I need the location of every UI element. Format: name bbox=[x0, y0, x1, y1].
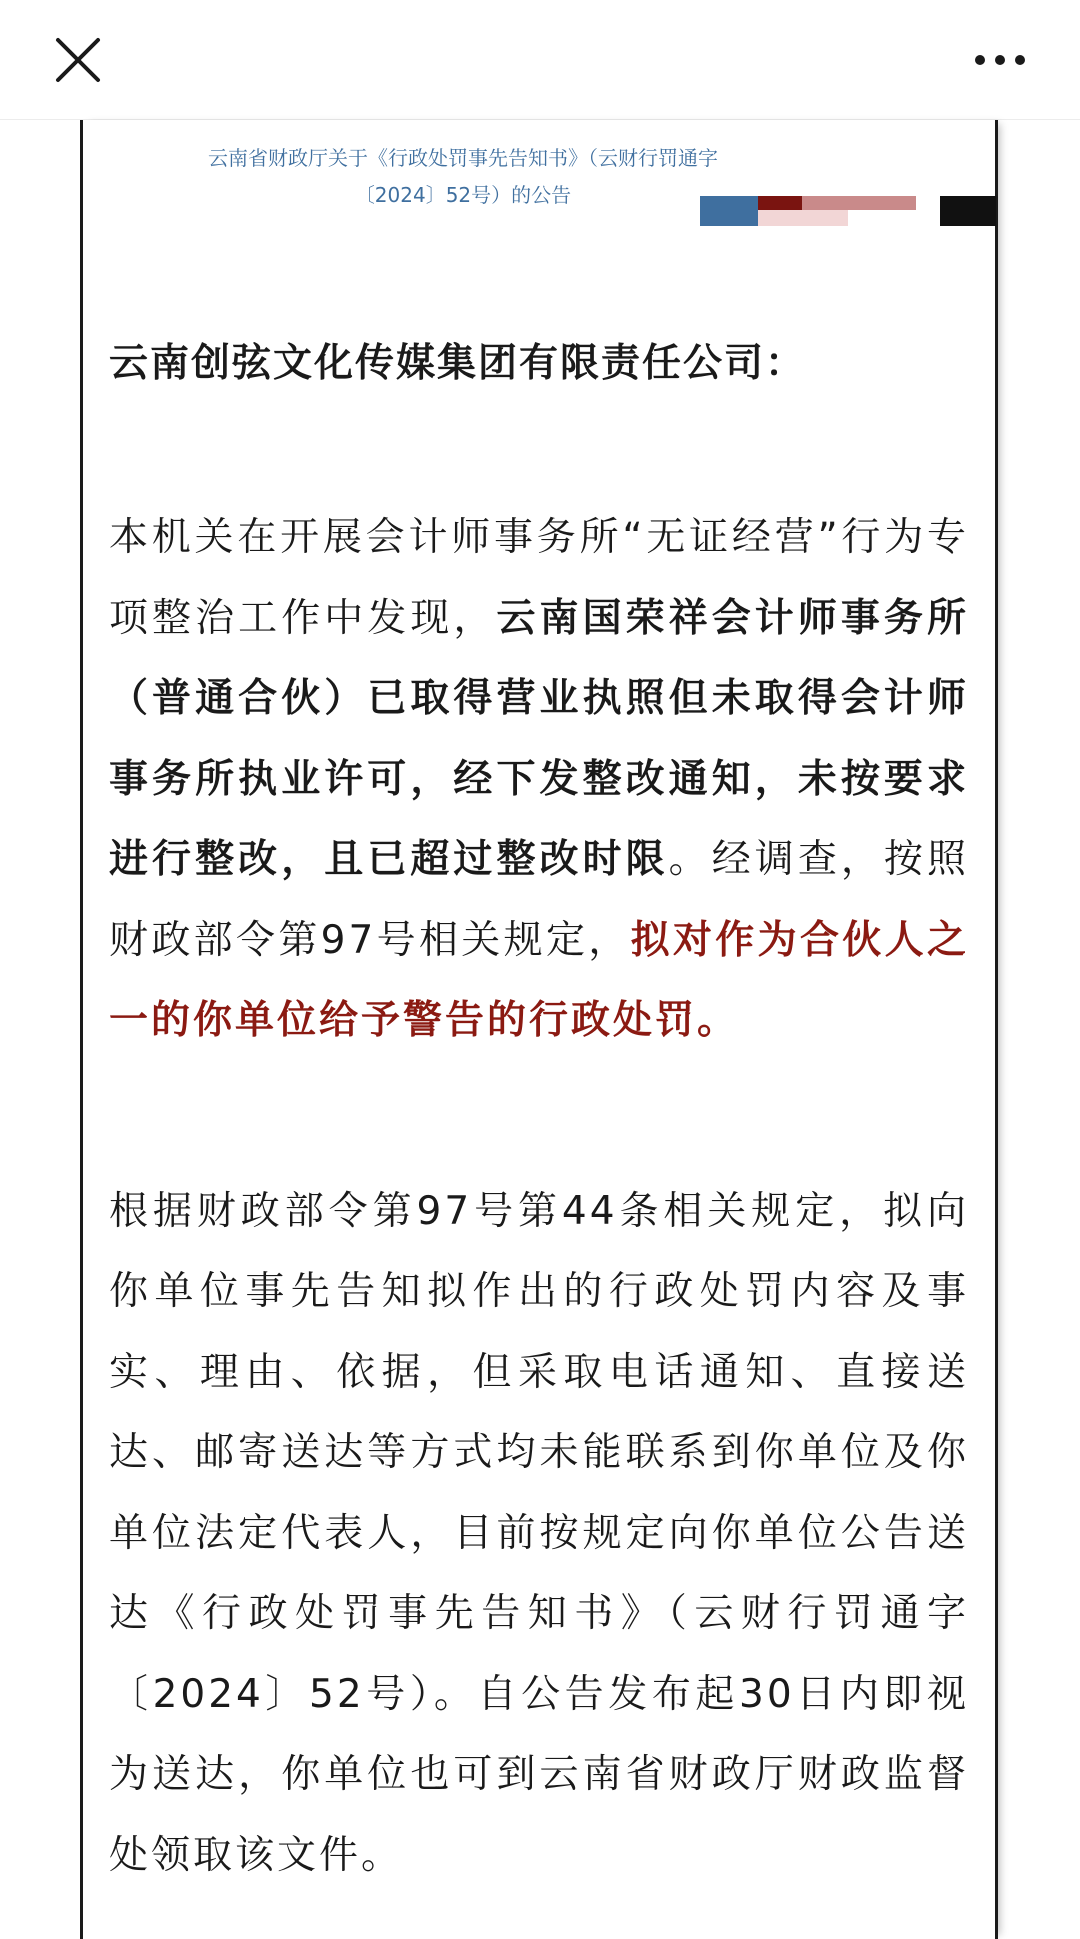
close-icon bbox=[48, 30, 108, 90]
color-strip-segment bbox=[758, 196, 802, 210]
header-title-line-2: 〔2024〕52号）的公告 bbox=[354, 183, 572, 207]
announcement-body bbox=[109, 340, 969, 1896]
more-dots-icon bbox=[970, 40, 1030, 80]
color-strip-segment bbox=[802, 196, 916, 210]
color-strip-segment bbox=[848, 210, 940, 226]
paragraph-1-bold-finding: 云南国荣祥会计师事务所（普通合伙）已取得营业执照但未取得会计师事务所执业许可，经下发整改通知，未按要求进行整改，且已超过整改时限 bbox=[109, 595, 969, 882]
addressee: 云南创弦文化传媒集团有限责任公司： bbox=[109, 341, 807, 386]
paragraph-1-intro: 本机关在开展会计师事务所“无证经营”行为专项整治工作中发现， bbox=[109, 515, 969, 641]
decorative-color-strip bbox=[700, 196, 996, 226]
paragraph-1-investigation: 。经调查，按照财政部令第97号相关规定， bbox=[109, 837, 969, 963]
header-title-line-1: 云南省财政厅关于《行政处罚事先告知书》（云财行罚通字 bbox=[208, 146, 718, 170]
more-options-button[interactable] bbox=[970, 40, 1030, 80]
paragraph-1 bbox=[109, 498, 969, 1062]
color-strip-segment bbox=[700, 196, 758, 226]
article-frame bbox=[80, 120, 998, 1939]
close-button[interactable] bbox=[48, 30, 108, 90]
paragraph-1-penalty-highlight: 拟对作为合伙人之一的你单位给予警告的行政处罚。 bbox=[109, 917, 969, 1043]
color-strip-segment bbox=[758, 210, 848, 226]
color-strip-segment bbox=[940, 196, 996, 226]
top-navigation-bar bbox=[0, 0, 1080, 120]
paragraph-2: 根据财政部令第97号第44条相关规定，拟向你单位事先告知拟作出的行政处罚内容及事实、理由、依据，但采取电话通知、直接送达、邮寄送达等方式均未能联系到你单位及你单位法定代表人，目前按规定向你单位公告送达《行政处罚事先告知书》（云财行罚通字〔2024〕52号）。自公告发布起30日内即视为送达，你单位也可到云南省财政厅财政监督处领取该文件。 bbox=[109, 1188, 969, 1878]
